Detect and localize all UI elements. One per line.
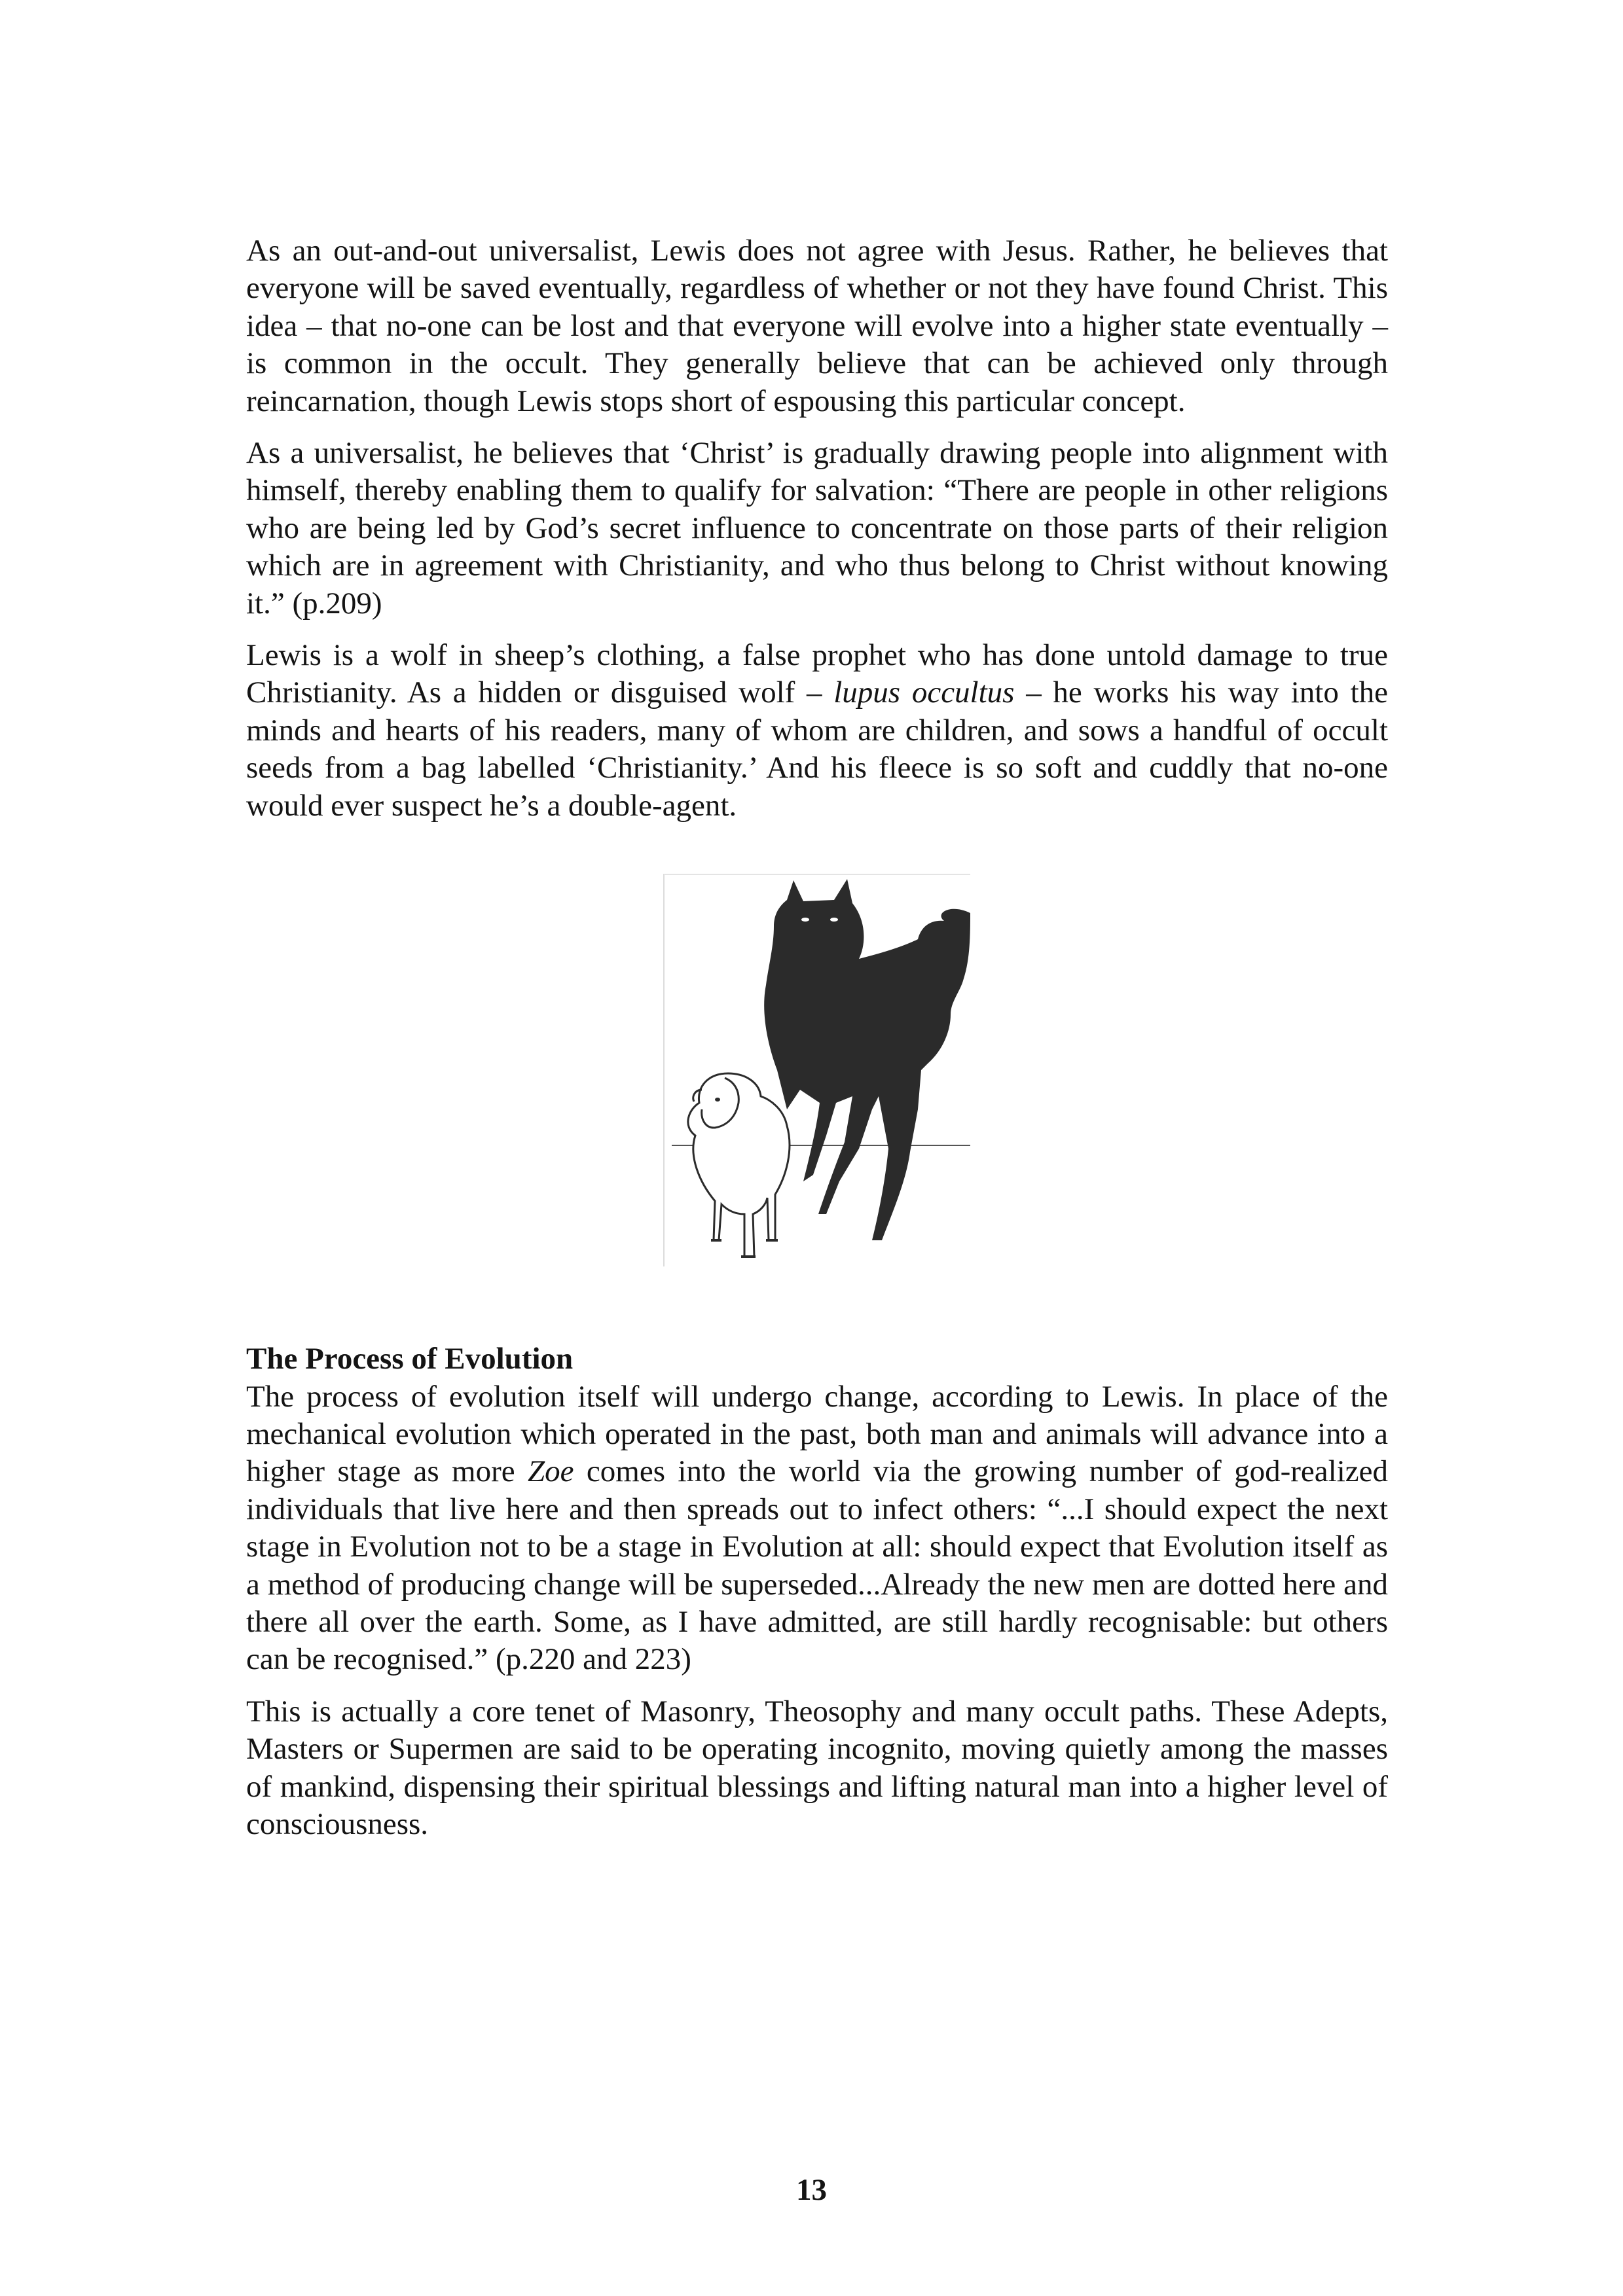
text-run: – he works his way into the minds and hearts of his readers, many of whom are children, and sows a handful of occult seeds from a bag labelled ‘Christianity.’ And his fleece is so soft and cuddly that no-one would ever suspect he’s a double-agent. bbox=[246, 675, 1388, 823]
wolf-sheep-figure bbox=[246, 874, 1388, 1270]
italic-term: Zoe bbox=[528, 1454, 574, 1489]
text-run: The process of evolution itself will undergo change, according to Lewis. In place of the mechanical evolution which operated in the past, both man and animals will advance into a higher stage as more bbox=[246, 1379, 1388, 1489]
paragraph-evolution bbox=[246, 1378, 1388, 1679]
text-run: Lewis is a wolf in sheep’s clothing, a false prophet who has done untold damage to true Christianity. As a hidden or disguised wolf – bbox=[246, 638, 1388, 710]
text-run: comes into the world via the growing number of god-realized individuals that live here and then spreads out to infect others: “...I should expect the next stage in Evolution not to be a stage in Evolution at all: should expect that Evolution itself as a method of producing change will be superseded...Already the new men are dotted here and there all over the earth. Some, as I have admitted, are still hardly recognisable: but others can be recognised.” (p.220 and 223) bbox=[246, 1454, 1388, 1677]
page-content bbox=[246, 232, 1388, 1843]
italic-term: lupus occultus bbox=[833, 675, 1015, 710]
paragraph-masonry: This is actually a core tenet of Masonry, Theosophy and many occult paths. These Adepts, Masters or Supermen are said to be operating incognito, moving quietly among the masses of mankind, dispensing their spiritual blessings and lifting natural man into a higher level of consciousness. bbox=[246, 1694, 1388, 1841]
section-heading: The Process of Evolution bbox=[246, 1342, 574, 1376]
sheep-with-wolf-shadow-icon bbox=[663, 874, 972, 1270]
paragraph-wolf bbox=[246, 637, 1388, 825]
page-number: 13 bbox=[796, 2173, 827, 2207]
paragraph-alignment: As a universalist, he believes that ‘Christ’ is gradually drawing people into alignment with himself, thereby enabling them to qualify for salvation: “There are people in other religions who are being led by God’s secret influence to concentrate on those parts of their religion which are in agreement with Christianity, and who thus belong to Christ without knowing it.” (p.209) bbox=[246, 436, 1388, 620]
paragraph-universalism: As an out-and-out universalist, Lewis does not agree with Jesus. Rather, he believes that everyone will be saved eventually, regardless of whether or not they have found Christ. This idea – that no-one can be lost and that everyone will evolve into a higher state eventually – is common in the occult. They generally believe that can be achieved only through reincarnation, though Lewis stops short of espousing this particular concept. bbox=[246, 234, 1388, 418]
